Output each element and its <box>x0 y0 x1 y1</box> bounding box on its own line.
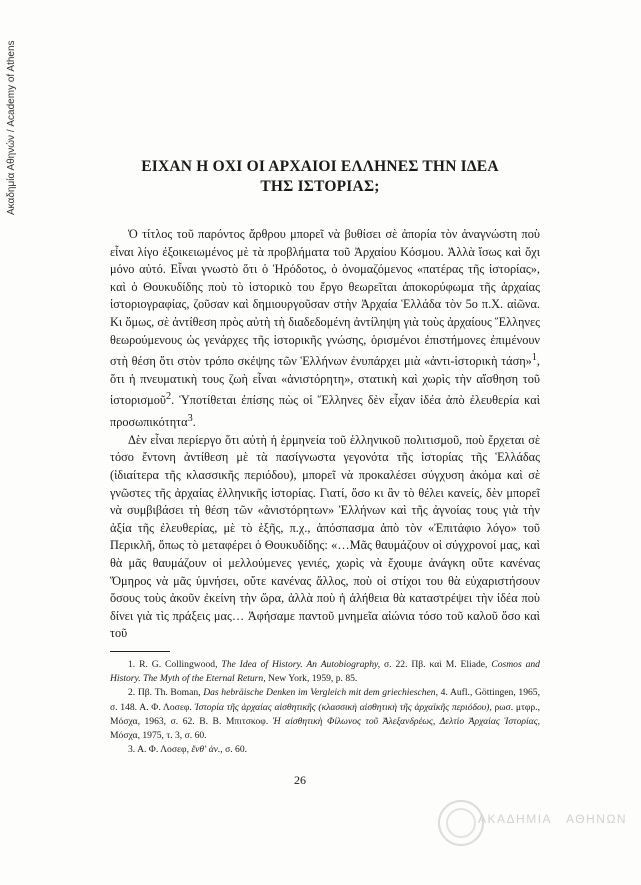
footnote-divider <box>110 651 170 652</box>
footnote-2-title: Das hebräische Denken im Vergleich mit dem griechieschen, <box>203 687 438 699</box>
footnote-2-title-2: Ἱστορία τῆς ἀρχαίας αἰσθητικῆς (κλασσικὴ αἰσθητικὴ τῆς ἀρχαϊκῆς περιόδου), <box>194 701 492 713</box>
footnote-2-number: 2. <box>128 687 136 699</box>
footnote-1 <box>110 658 540 686</box>
paragraph-1-text-c: . Ὑποτίθεται ἐπίσης πὼς οἱ Ἕλληνες δὲν εἶχαν ἰδέα ἀπὸ ἐλευθερία καὶ προσωπικότητα <box>110 393 540 430</box>
footnote-1-number: 1. <box>128 659 136 670</box>
paragraph-1-text-b: , ὅτι ἡ πνευματικὴ τους ζωὴ εἶναι «ἀνιστόρητη», στατικὴ καὶ χωρὶς τὴν αἴσθηση τοῦ ἱστορισμοῦ <box>110 354 540 408</box>
footnote-2-mid: 4. Aufl., Göttingen, 1965, σ. 148. Α. Φ. Λοσεφ. <box>110 687 540 713</box>
title-line-2: ΤΗΣ ΙΣΤΟΡΙΑΣ; <box>260 178 380 195</box>
footnote-2-mid-2: ρωσ. μτφρ., Μόσχα, 1963, σ. 62. Β. Β. Μπιτσκοφ. <box>110 701 540 727</box>
footnote-3-tail: σ. 60. <box>225 744 248 756</box>
footnote-1-title-2: Cosmos and History. The Myth of the Eternal Return, <box>110 659 540 685</box>
archive-side-label: Ακαδημία Αθηνών / Academy of Athens <box>6 40 17 215</box>
footnote-2-lead: Πβ. Th. Boman, <box>137 687 201 699</box>
footnote-ref-2[interactable]: 2 <box>165 391 172 403</box>
watermark-word-2: ΑΘΗΝΩΝ <box>566 812 628 826</box>
footnote-3 <box>110 743 540 757</box>
paragraph-1 <box>110 226 540 432</box>
article-title <box>110 157 530 197</box>
footnotes <box>110 658 540 757</box>
footnote-2 <box>110 686 540 743</box>
footnote-1-tail: New York, 1959, p. 85. <box>268 673 358 685</box>
paragraph-1-text-a: Ὁ τίτλος τοῦ παρόντος ἄρθρου μπορεῖ νὰ βυθίσει σὲ ἀπορία τὸν ἀναγνώστη ποὺ εἶναι λίγο ἐξοικειωμένος μὲ τὰ προβλήματα τοῦ Ἀρχαίου Κόσμου. Ἀλλὰ ἴσως καὶ ὄχι μόνο αὐτό. Εἶναι γνωστὸ ὅτι ὁ Ἡρόδοτος, ὁ ὀνομαζόμενος «πατέρας τῆς ἱστορίας», καὶ ὁ Θουκυδίδης ποὺ τὸ ἱστορικὸ του ἔργο θεωρεῖται ἀποκορύφωμα τῆς ἀρχαίας ἱστοριογραφίας, ζοῦσαν καὶ δημιουργοῦσαν στὴν Ἀρχαία Ἑλλάδα τὸν 5ο π.Χ. αἰῶνα. Κι ὅμως, σὲ ἀντίθεση πρὸς αὐτὴ τὴ διαδεδομένη ἀντίληψη γιὰ τοὺς ἀρχαίους Ἕλληνες θεωρούμενους ὡς γενάρχες τῆς ἱστορικῆς γνώσης, ὁρισμένοι ἐπιστήμονες ἐπιμένουν στὴ θέση ὅτι στὸν τρόπο σκέψης τῶν Ἑλλήνων ἐνυπάρχει μιὰ «ἀντι-ἱστορικὴ τάση» <box>110 227 540 369</box>
footnote-3-title: ἔνθ' ἀν., <box>191 744 223 756</box>
article-body <box>110 226 540 643</box>
footnote-3-lead: Α. Φ. Λοσεφ, <box>137 744 189 756</box>
page-number: 26 <box>294 773 306 787</box>
footnote-1-mid: σ. 22. Πβ. καὶ M. Eliade, <box>384 659 488 670</box>
footnote-2-tail: Μόσχα, 1975, τ. 3, σ. 60. <box>110 730 207 742</box>
footnote-3-number: 3. <box>128 744 136 756</box>
footnote-1-author: R. G. Collingwood, <box>139 659 218 670</box>
footnote-2-title-3: Ἡ αἰσθητικὴ Φίλωνος τοῦ Ἀλεξανδρέως, Δελτίο Ἀρχαίας Ἱστορίας, <box>272 715 540 727</box>
paragraph-1-text-d: . <box>192 415 196 430</box>
academy-watermark <box>478 812 641 826</box>
footnote-1-title: The Idea of History. An Autobiography, <box>221 659 381 670</box>
watermark-word-1: ΑΚΑΔΗΜΙΑ <box>478 812 553 826</box>
title-line-1: ΕΙΧΑΝ Η ΟΧΙ ΟΙ ΑΡΧΑΙΟΙ ΕΛΛΗΝΕΣ ΤΗΝ ΙΔΕΑ <box>141 158 499 175</box>
footnote-ref-1[interactable]: 1 <box>531 352 537 364</box>
footnote-ref-3[interactable]: 3 <box>187 413 193 425</box>
paragraph-2: Δὲν εἶναι περίεργο ὅτι αὐτὴ ἡ ἑρμηνεία τοῦ ἑλληνικοῦ πολιτισμοῦ, ποὺ ἔρχεται σὲ τόσο ἔντονη ἀντίθεση μὲ τὰ πασίγνωστα γεγονότα τῆς ἱστορίας τῆς Ἑλλάδας (ἰδιαίτερα τῆς κλασσικῆς περιόδου), μπορεῖ νὰ προκαλέσει σύγχυση ἀκόμα καὶ σὲ γνῶστες τῆς ἀρχαίας ἑλληνικῆς ἱστορίας. Γιατί, ὅσο κι ἂν τὸ θέλει κανείς, δὲν μπορεῖ νὰ συμβιβάσει τὴ θέση τῶν «ἀνιστόρητων» Ἑλλήνων καὶ τῆς ἀγνοίας τους γιὰ τὴν ἀξία τῆς ἐλευθερίας, μὲ τὸ ἑξῆς, π.χ., ἀπόσπασμα ἀπὸ τὸν «Ἐπιτάφιο λόγο» τοῦ Περικλῆ, ὅπως τὸ μεταφέρει ὁ Θουκυδίδης: «…Μᾶς θαυμάζουν οἱ σύγχρονοί μας, καὶ θὰ μᾶς θαυμάζουν οἱ μελλούμενες γενιές, χωρὶς νὰ ἔχουμε ἀνάγκη οὔτε κανένας Ὅμηρος νὰ μᾶς ὑμνήσει, οὔτε κανένας ἄλλος, ποὺ οἱ στίχοι του θὰ εὐχαριστήσουν ὅσους τοὺς ἀκοῦν ἐκείνη τὴν ὥρα, ἀλλὰ ποὺ ἡ ἀλήθεια θὰ καταστρέψει τὴν ἰδέα ποὺ δίνει γιὰ τὶς πράξεις μας… Ἀφήσαμε παντοῦ μνημεῖα αἰώνια τόσο τοῦ καλοῦ ὅσο καὶ τοῦ <box>110 432 540 641</box>
